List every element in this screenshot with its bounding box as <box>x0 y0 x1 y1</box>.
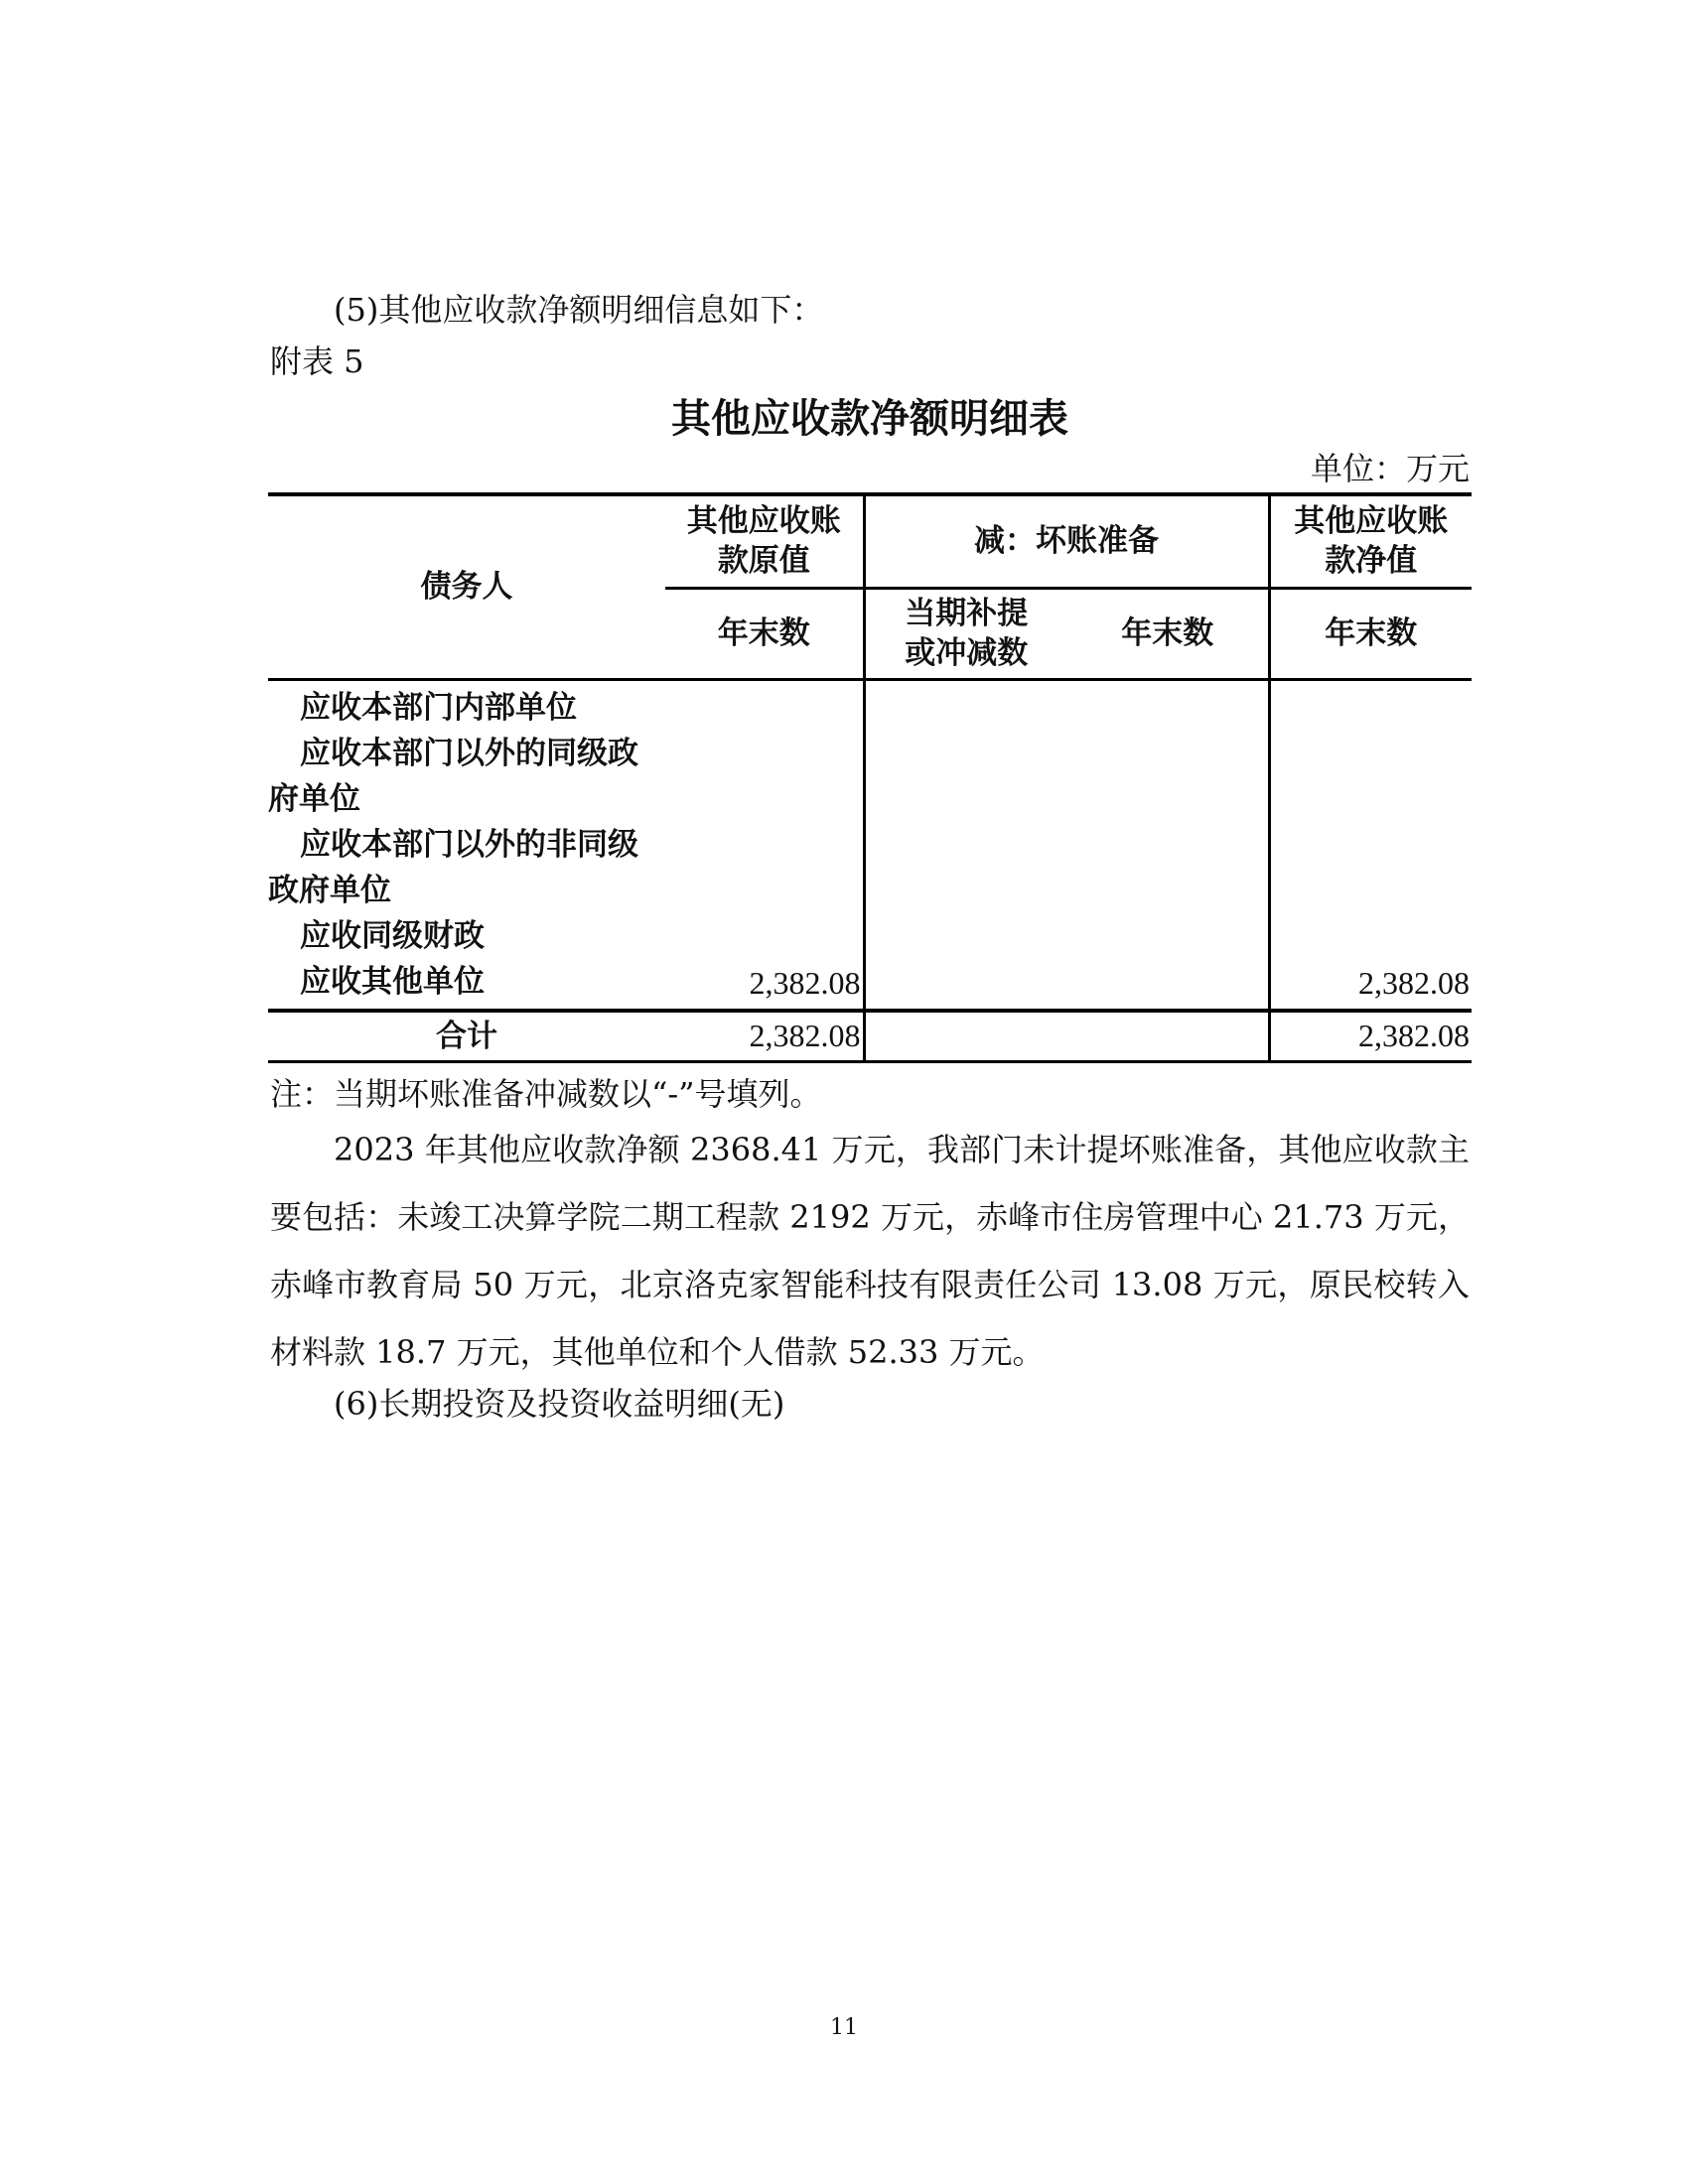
row-bad-end <box>1067 913 1269 959</box>
table-row <box>268 959 1472 1011</box>
header-net-year-end: 年末数 <box>1269 588 1472 679</box>
row-bad-end <box>1067 679 1269 731</box>
header-original-year-end: 年末数 <box>665 588 864 679</box>
row-net <box>1269 679 1472 731</box>
page-number: 11 <box>830 2015 858 2040</box>
total-original: 2,382.08 <box>749 1018 861 1054</box>
row-original: 2,382.08 <box>749 965 861 1001</box>
row-label: 应收其他单位 <box>300 963 485 1000</box>
section-6-heading: (6)长期投资及投资收益明细(无) <box>334 1385 785 1423</box>
total-net: 2,382.08 <box>1358 1018 1470 1054</box>
row-label: 应收本部门以外的非同级政府单位 <box>268 826 638 908</box>
row-current <box>864 679 1067 731</box>
row-net <box>1269 822 1472 913</box>
row-label: 应收本部门内部单位 <box>300 689 577 726</box>
row-original <box>665 679 864 731</box>
body-paragraph: 2023 年其他应收款净额 2368.41 万元，我部门未计提坏账准备，其他应收款主要包括：未竣工决算学院二期工程款 2192 万元，赤峰市住房管理中心 21.73 万元，赤峰市教育局 50 万元，北京洛克家智能科技有限责任公司 13.08 万元，原民校转入材料款 18.7 万元，其他单位和个人借款 52.33 万元。 <box>270 1131 1470 1371</box>
header-net-value: 其他应收账款净值 <box>1294 503 1449 580</box>
table-row <box>268 822 1472 913</box>
appendix-label: 附表 5 <box>270 342 364 380</box>
row-net: 2,382.08 <box>1358 965 1470 1001</box>
row-current <box>864 731 1067 822</box>
row-current <box>864 822 1067 913</box>
header-bad-debt: 减：坏账准备 <box>864 494 1269 588</box>
total-row <box>268 1011 1472 1062</box>
row-label: 应收同级财政 <box>300 917 485 954</box>
net-receivables-table <box>268 492 1472 1063</box>
total-bad-end <box>1067 1011 1269 1062</box>
row-original <box>665 913 864 959</box>
row-bad-end <box>1067 822 1269 913</box>
header-original-value: 其他应收账款原值 <box>686 503 841 580</box>
row-label: 应收本部门以外的同级政府单位 <box>268 735 638 817</box>
table-row <box>268 679 1472 731</box>
row-current <box>864 913 1067 959</box>
header-bad-debt-year-end: 年末数 <box>1067 588 1269 679</box>
row-bad-end <box>1067 959 1269 1011</box>
row-current <box>864 959 1067 1011</box>
intro-line: (5)其他应收款净额明细信息如下： <box>334 291 824 329</box>
row-net <box>1269 731 1472 822</box>
table-row <box>268 913 1472 959</box>
total-current <box>864 1011 1067 1062</box>
row-original <box>665 731 864 822</box>
header-current-period: 当期补提或冲减数 <box>864 588 1067 679</box>
row-net <box>1269 913 1472 959</box>
table-title: 其他应收款净额明细表 <box>671 396 1068 442</box>
unit-label: 单位：万元 <box>1310 450 1470 487</box>
table-row <box>268 731 1472 822</box>
row-bad-end <box>1067 731 1269 822</box>
table-note: 注：当期坏账准备冲减数以“-”号填列。 <box>270 1075 822 1113</box>
header-debtor: 债务人 <box>268 494 665 679</box>
row-original <box>665 822 864 913</box>
total-label: 合计 <box>436 1018 497 1054</box>
